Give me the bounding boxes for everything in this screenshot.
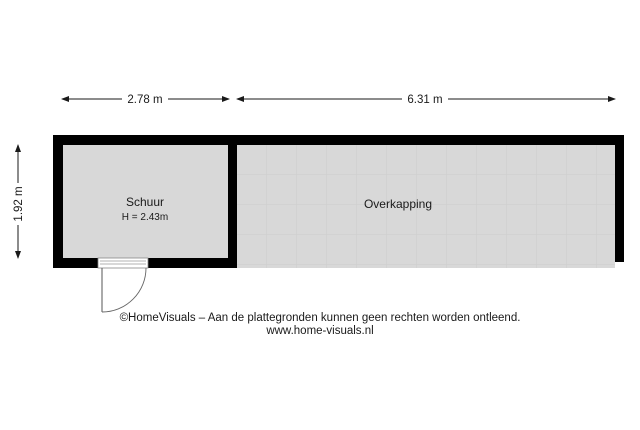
website-link[interactable]: www.home-visuals.nl [266, 325, 374, 337]
dimension-label: 1.92 m [13, 186, 25, 222]
door-swing-arc [102, 268, 146, 312]
wall-right [615, 135, 624, 262]
wall-left [53, 135, 63, 268]
wall-top [53, 135, 624, 145]
door-frame [98, 258, 148, 268]
dimension-depth [13, 145, 25, 258]
room-height-shed: H = 2.43m [121, 212, 169, 223]
wall-bottom-right [148, 258, 237, 268]
door [98, 258, 148, 312]
dimension-canopy-width [237, 94, 615, 106]
room-label-canopy: Overkapping [363, 197, 433, 211]
wall-middle [228, 135, 237, 268]
dimension-label: 6.31 m [407, 94, 443, 106]
dimension-shed-width [62, 94, 229, 106]
room-label-shed: Schuur [125, 195, 165, 209]
dimension-label: 2.78 m [127, 94, 163, 106]
wall-bottom-left [53, 258, 98, 268]
disclaimer: ©HomeVisuals – Aan de plattegronden kunnen geen rechten worden ontleend. [119, 312, 521, 324]
